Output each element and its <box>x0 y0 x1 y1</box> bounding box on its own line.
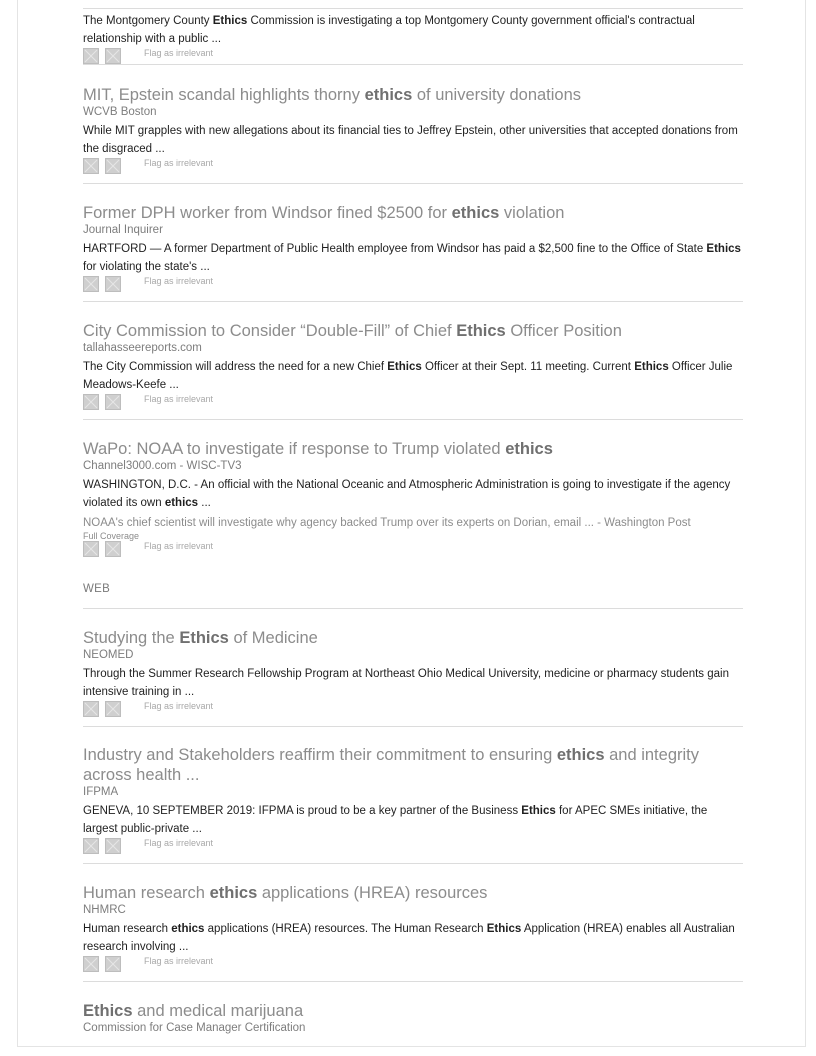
result-actions <box>83 276 743 294</box>
thumbs-down-icon[interactable] <box>105 394 121 410</box>
result-item <box>83 203 743 294</box>
divider <box>83 419 743 420</box>
result-item <box>83 1001 743 1035</box>
result-source: WCVB Boston <box>83 106 157 118</box>
result-snippet: WASHINGTON, D.C. - An official with the National Oceanic and Atmospheric Administration is going to investigate if the agency violated its own ethics ... <box>83 479 731 509</box>
divider <box>83 301 743 302</box>
result-actions <box>83 394 743 412</box>
thumbs-up-icon[interactable] <box>83 838 99 854</box>
result-source: tallahasseereports.com <box>83 342 202 354</box>
result-actions <box>83 838 743 856</box>
result-title-link[interactable]: WaPo: NOAA to investigate if response to Trump violated ethics <box>83 440 553 458</box>
flag-irrelevant-link[interactable]: Flag as irrelevant <box>144 276 214 286</box>
frame-left-border <box>17 0 18 1047</box>
result-source: Channel3000.com - WISC-TV3 <box>83 460 242 472</box>
result-item <box>83 883 743 974</box>
result-snippet: Human research ethics applications (HREA) resources. The Human Research Ethics Application (HREA) enables all Australian research involving ... <box>83 923 735 953</box>
divider <box>83 726 743 727</box>
result-snippet: HARTFORD — A former Department of Public Health employee from Windsor has paid a $2,500 fine to the Office of State Ethics for violating the state's ... <box>83 243 741 273</box>
divider <box>83 981 743 982</box>
result-item <box>83 85 743 176</box>
result-item <box>83 439 743 559</box>
result-snippet: Through the Summer Research Fellowship Program at Northeast Ohio Medical University, medicine or pharmacy students gain intensive training in ... <box>83 668 729 698</box>
full-coverage-link[interactable]: Full Coverage <box>83 531 140 541</box>
flag-irrelevant-link[interactable]: Flag as irrelevant <box>144 838 214 848</box>
result-source: IFPMA <box>83 786 119 798</box>
result-source: NEOMED <box>83 649 134 661</box>
result-source: Journal Inquirer <box>83 224 163 236</box>
thumbs-down-icon[interactable] <box>105 158 121 174</box>
result-title-link[interactable]: Studying the Ethics of Medicine <box>83 629 318 647</box>
flag-irrelevant-link[interactable]: Flag as irrelevant <box>144 541 214 551</box>
thumbs-down-icon[interactable] <box>105 541 121 557</box>
result-snippet: GENEVA, 10 SEPTEMBER 2019: IFPMA is proud to be a key partner of the Business Ethics for APEC SMEs initiative, the largest public-private ... <box>83 805 708 835</box>
result-item <box>83 745 743 856</box>
divider <box>83 608 743 609</box>
result-item <box>83 321 743 412</box>
result-snippet: While MIT grapples with new allegations about its financial ties to Jeffrey Epstein, other universities that accepted donations from the disgraced ... <box>83 125 738 155</box>
thumbs-down-icon[interactable] <box>105 956 121 972</box>
flag-irrelevant-link[interactable]: Flag as irrelevant <box>144 394 214 404</box>
result-title-link[interactable]: Ethics and medical marijuana <box>83 1002 304 1020</box>
result-snippet: The Montgomery County Ethics Commission is investigating a top Montgomery County government official's contractual relationship with a public ... <box>83 15 695 45</box>
result-title-link[interactable]: Industry and Stakeholders reaffirm their commitment to ensuring ethics and integrity across health ... <box>83 746 699 784</box>
result-item <box>83 628 743 719</box>
result-title-link[interactable]: Human research ethics applications (HREA) resources <box>83 884 488 902</box>
flag-irrelevant-link[interactable]: Flag as irrelevant <box>144 701 214 711</box>
flag-irrelevant-link[interactable]: Flag as irrelevant <box>144 48 214 58</box>
thumbs-up-icon[interactable] <box>83 541 99 557</box>
result-snippet: The City Commission will address the need for a new Chief Ethics Officer at their Sept. 11 meeting. Current Ethics Officer Julie Meadows-Keefe ... <box>83 361 733 391</box>
result-item-partial <box>83 12 743 66</box>
result-title-link[interactable]: City Commission to Consider “Double-Fill” of Chief Ethics Officer Position <box>83 322 622 340</box>
result-source: NHMRC <box>83 904 126 916</box>
frame-bottom-border <box>17 1046 806 1047</box>
thumbs-up-icon[interactable] <box>83 48 99 64</box>
related-article-link[interactable]: NOAA's chief scientist will investigate why agency backed Trump over its experts on Dorian, email ... - Washington Post <box>83 517 691 529</box>
result-actions <box>83 956 743 974</box>
thumbs-down-icon[interactable] <box>105 838 121 854</box>
flag-irrelevant-link[interactable]: Flag as irrelevant <box>144 956 214 966</box>
result-source: Commission for Case Manager Certification <box>83 1022 306 1034</box>
result-title-link[interactable]: Former DPH worker from Windsor fined $2500 for ethics violation <box>83 204 565 222</box>
result-actions <box>83 701 743 719</box>
divider <box>83 183 743 184</box>
result-actions <box>83 158 743 176</box>
thumbs-down-icon[interactable] <box>105 48 121 64</box>
thumbs-down-icon[interactable] <box>105 701 121 717</box>
divider <box>83 863 743 864</box>
thumbs-up-icon[interactable] <box>83 394 99 410</box>
frame-right-border <box>805 0 806 1047</box>
divider <box>83 64 743 65</box>
thumbs-down-icon[interactable] <box>105 276 121 292</box>
flag-irrelevant-link[interactable]: Flag as irrelevant <box>144 158 214 168</box>
result-title-link[interactable]: MIT, Epstein scandal highlights thorny ethics of university donations <box>83 86 582 104</box>
thumbs-up-icon[interactable] <box>83 956 99 972</box>
result-actions <box>83 541 743 559</box>
thumbs-up-icon[interactable] <box>83 701 99 717</box>
thumbs-up-icon[interactable] <box>83 158 99 174</box>
divider <box>83 8 743 9</box>
thumbs-up-icon[interactable] <box>83 276 99 292</box>
section-heading-web: WEB <box>83 583 111 595</box>
